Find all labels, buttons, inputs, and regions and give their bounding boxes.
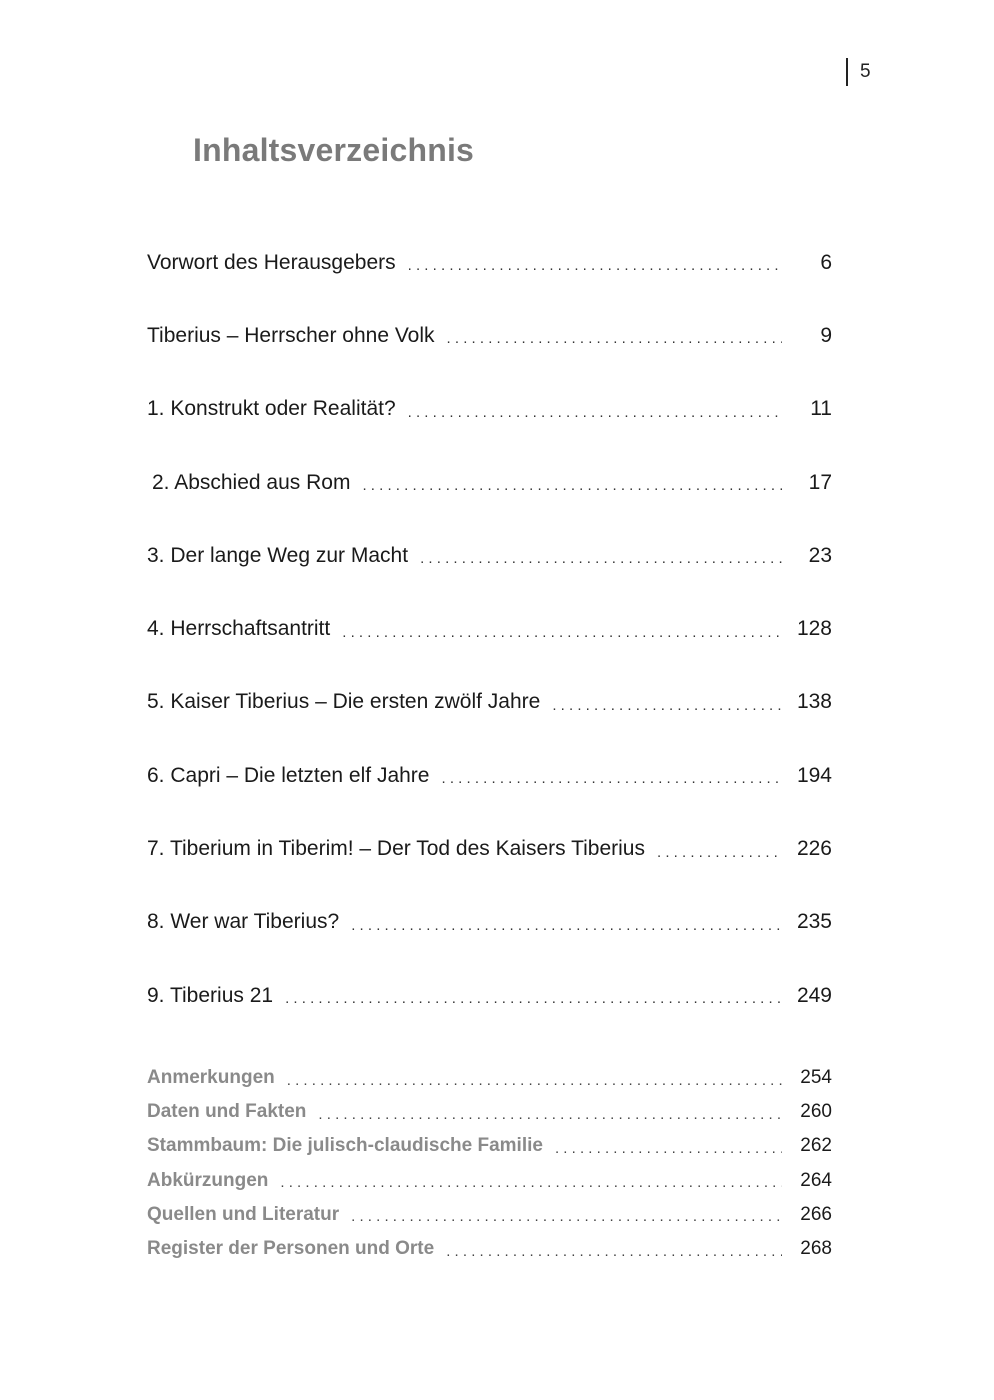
dot-leader: [318, 1106, 782, 1123]
back-matter-page: 268: [800, 1238, 832, 1260]
back-matter-entry: [147, 1129, 832, 1163]
toc-title: Inhaltsverzeichnis: [193, 132, 475, 168]
toc-entry: [147, 299, 832, 372]
toc-entry: [147, 886, 832, 959]
dot-leader: [280, 1174, 782, 1191]
toc-entry-label: 9. Tiberius 21: [147, 983, 274, 1007]
toc-entry: [147, 446, 832, 519]
page-number-rule: [846, 58, 848, 86]
page-number: 5: [860, 61, 871, 82]
page-number-block: [846, 58, 871, 86]
back-matter-label: Anmerkungen: [147, 1067, 275, 1089]
toc-entry-page: 11: [810, 397, 832, 421]
toc-entry-label: 7. Tiberium in Tiberim! – Der Tod des Kaisers Tiberius: [147, 837, 645, 861]
dot-leader: [447, 330, 782, 347]
toc-main-list: [147, 226, 832, 1032]
back-matter-entry: [147, 1198, 832, 1232]
toc-entry-page: 9: [820, 323, 832, 347]
toc-entry-label: 4. Herrschaftsantritt: [147, 617, 331, 641]
back-matter-page: 260: [800, 1101, 832, 1123]
back-matter-label: Abkürzungen: [147, 1169, 269, 1191]
dot-leader: [362, 477, 782, 494]
back-matter-label: Stammbaum: Die julisch-claudische Familie: [147, 1135, 543, 1157]
toc-entry-label: 6. Capri – Die letzten elf Jahre: [147, 763, 430, 787]
toc-entry-label: 8. Wer war Tiberius?: [147, 910, 340, 934]
toc-entry: [147, 519, 832, 592]
dot-leader: [552, 697, 782, 714]
dot-leader: [285, 990, 782, 1007]
toc-entry-page: 17: [808, 470, 832, 494]
toc-entry-label: 2. Abschied aus Rom: [152, 470, 351, 494]
back-matter-page: 264: [800, 1169, 832, 1191]
back-matter-entry: [147, 1164, 832, 1198]
toc-entry-page: 226: [796, 837, 832, 861]
back-matter-entry: [147, 1061, 832, 1095]
dot-leader: [446, 1243, 782, 1260]
toc-entry-page: 128: [796, 617, 832, 641]
back-matter-page: 266: [800, 1203, 832, 1225]
dot-leader: [408, 404, 782, 421]
dot-leader: [420, 550, 782, 567]
toc-entry: [147, 959, 832, 1032]
dot-leader: [342, 624, 782, 641]
dot-leader: [408, 257, 782, 274]
toc-entry-page: 138: [796, 690, 832, 714]
toc-entry: [147, 812, 832, 885]
toc-entry-page: 23: [808, 543, 832, 567]
back-matter-page: 254: [800, 1067, 832, 1089]
dot-leader: [657, 844, 782, 861]
back-matter-page: 262: [800, 1135, 832, 1157]
back-matter-entry: [147, 1232, 832, 1266]
toc-entry-page: 194: [796, 763, 832, 787]
dot-leader: [287, 1072, 782, 1089]
back-matter-label: Daten und Fakten: [147, 1101, 307, 1123]
toc-entry-label: Vorwort des Herausgebers: [147, 250, 396, 274]
toc-entry-label: 1. Konstrukt oder Realität?: [147, 397, 396, 421]
toc-entry: [147, 592, 832, 665]
toc-entry-label: Tiberius – Herrscher ohne Volk: [147, 323, 435, 347]
toc-entry-page: 249: [796, 983, 832, 1007]
toc-entry: [147, 666, 832, 739]
dot-leader: [555, 1140, 782, 1157]
back-matter-entry: [147, 1095, 832, 1129]
back-matter-label: Quellen und Literatur: [147, 1203, 340, 1225]
dot-leader: [351, 1208, 782, 1225]
back-matter-label: Register der Personen und Orte: [147, 1238, 435, 1260]
toc-entry-page: 235: [796, 910, 832, 934]
toc-entry: [147, 373, 832, 446]
toc-back-matter-list: [147, 1061, 832, 1266]
toc-entry-label: 3. Der lange Weg zur Macht: [147, 543, 409, 567]
dot-leader: [351, 917, 782, 934]
dot-leader: [441, 770, 782, 787]
toc-entry: [147, 226, 832, 299]
toc-entry-page: 6: [820, 250, 832, 274]
toc-entry-label: 5. Kaiser Tiberius – Die ersten zwölf Jahre: [147, 690, 541, 714]
toc-entry: [147, 739, 832, 812]
